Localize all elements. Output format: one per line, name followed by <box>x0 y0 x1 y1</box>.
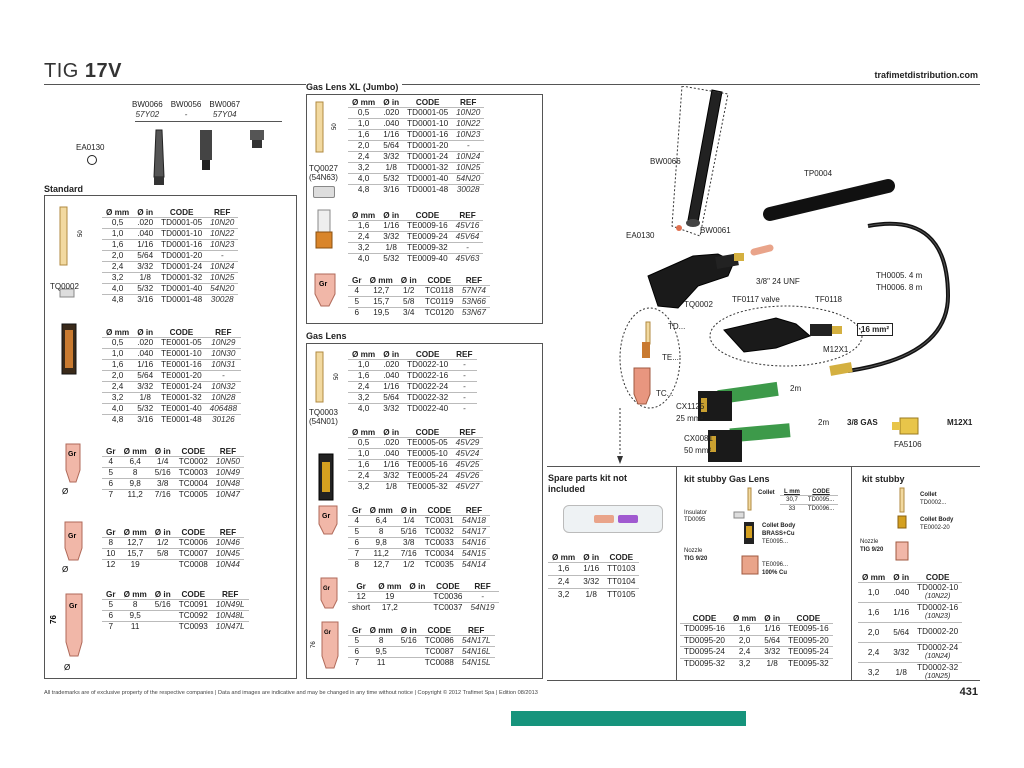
standard-oslash-1: Ø <box>62 487 69 496</box>
kit-collet-table: L mm CODE 30,7 TD0095... 33 TD0096... <box>780 489 838 513</box>
gas38-label: 3/8 GAS <box>847 418 878 427</box>
table-row: 8 12,7 1/2 TC0035 54N14 <box>348 560 490 571</box>
table-row: 2,4 3/32 TE0009-24 45V64 <box>348 232 483 243</box>
table-row: 5 8 5/16 TC0086 54N17L <box>348 636 495 647</box>
gas-lens-xl-nozzle-image <box>312 272 340 312</box>
page-title: TIG 17V <box>44 60 122 82</box>
standard-table-3: Gr Ø mm Ø in CODE REF 4 6,4 1/4 TC0002 10N50 5 8 5/16 TC0003 10N49 6 9,8 3/8 TC0004 10N48 7 11,2 7/16 TC0005 10N47 <box>102 447 244 500</box>
standard-len76: 76 <box>49 615 58 624</box>
table-row: TD0095-24 2,4 3/32 TE0095-24 <box>680 647 833 659</box>
tf0118-label: TF0118 <box>815 295 842 304</box>
th0005-label: TH0005. 4 m <box>876 271 923 280</box>
table-row: 1,0 .040 TE0005-10 45V24 <box>348 449 483 460</box>
mm50-label: 50 mm² <box>684 446 712 455</box>
back-caps-image <box>140 122 290 190</box>
standard-collet-len: 50 <box>78 230 84 237</box>
table-row: 10 15,7 5/8 TC0007 10N45 <box>102 549 244 560</box>
td-label: TD... <box>668 322 686 331</box>
bw0066-label: BW0066 <box>650 157 681 166</box>
kit-collet-label: Collet <box>758 490 775 496</box>
table-row: 3,2 1/8 TE0001-32 10N28 <box>102 393 241 404</box>
standard-table-2: Ø mm Ø in CODE REF 0,5 .020 TE0001-05 10N29 1,0 .040 TE0001-10 10N30 1,6 1/16 TE0001-16 10N31 2,0 5/64 TE0001-20 - 2,4 3/32 TE0001-24 10N32 3,2 1/8 TE0001-32 10N28 4,0 5/32 TE0001-40 406488 4,8 3/16 TE0001-48 30126 <box>102 328 241 425</box>
tq0027-label: TQ0027 (54N63) <box>309 164 338 182</box>
table-row: 1,6 1/16 TD0001-16 10N23 <box>348 130 484 141</box>
table-row: 1,6 1/16 TD0002-16 (10N23) <box>858 603 962 623</box>
table-row: 8 12,7 1/2 TC0006 10N46 <box>102 538 244 549</box>
spare-kit-image <box>563 505 663 533</box>
tf0117-label: TF0117 valve <box>732 295 780 304</box>
table-row: 1,6 1/16 TT0103 <box>548 563 639 576</box>
gas-lens-len76: 76 <box>311 641 317 648</box>
table-row: 4 6,4 1/4 TC0031 54N18 <box>348 516 490 527</box>
th0006-label: TH0006. 8 m <box>876 283 923 292</box>
table-row: 6 9,8 3/8 TC0004 10N48 <box>102 479 244 490</box>
gas-lens-xl-table-3: Gr Ø mm Ø in CODE REF 4 12,7 1/2 TC0118 57N74 5 15,7 5/8 TC0119 53N66 6 19,5 3/4 TC0120 53N67 <box>348 276 490 318</box>
table-row: TD0095-32 3,2 1/8 TE0095-32 <box>680 658 833 670</box>
tq0002-label: TQ0002 <box>50 282 79 291</box>
vdivider-2 <box>851 466 852 680</box>
gas-lens-xl-collet-len: 50 <box>332 123 338 130</box>
gas-lens-body-image <box>314 452 340 506</box>
standard-oslash-2: Ø <box>62 565 69 574</box>
cx1125-label: CX1125 <box>676 402 705 411</box>
table-row: 6 19,5 3/4 TC0120 53N67 <box>348 308 490 319</box>
table-row: TD0095-20 2,0 5/64 TE0095-20 <box>680 635 833 647</box>
table-row: 1,0 .040 TD0002-10 (10N22) <box>858 583 962 603</box>
lower-divider <box>547 466 980 467</box>
gas-lens-gr-label-2: Gr <box>323 586 331 592</box>
table-row: 3,2 5/64 TD0022-32 - <box>348 393 477 404</box>
bw0061-label: BW0061 <box>700 226 731 235</box>
table-row: 2,4 3/32 TD0002-24 (10N24) <box>858 643 962 663</box>
gas-lens-label: Gas Lens <box>306 331 347 341</box>
gas-lens-collet-len: 50 <box>334 373 340 380</box>
table-row: 2,4 3/32 TE0005-24 45V26 <box>348 471 483 482</box>
table-row: 4,0 3/32 TD0022-40 - <box>348 404 477 415</box>
table-row: 5 15,7 5/8 TC0119 53N66 <box>348 297 490 308</box>
table-row: 4 12,7 1/2 TC0118 57N74 <box>348 286 490 297</box>
table-row: 12 19 TC0036 - <box>348 592 499 603</box>
gas-lens-long-nozzle-image <box>308 618 346 674</box>
table-row: 7 11,2 7/16 TC0005 10N47 <box>102 490 244 501</box>
table-row: 2,4 3/32 TE0001-24 10N32 <box>102 382 241 393</box>
table-row: 1,6 1/16 TE0001-16 10N31 <box>102 360 241 371</box>
tp0004-label: TP0004 <box>804 169 833 178</box>
tq0003-label: TQ0003 (54N01) <box>309 408 338 426</box>
gas-lens-xl-gr-label: Gr <box>319 281 328 288</box>
table-row: 33 TD0096... <box>780 505 838 514</box>
table-row: 3,2 1/8 TD0001-32 10N25 <box>102 273 238 284</box>
table-row: 1,6 1/16 TE0009-16 45V16 <box>348 221 483 232</box>
table-row: 4,0 5/32 TD0001-40 54N20 <box>102 284 238 295</box>
table-row: 5 8 5/16 TC0032 54N17 <box>348 527 490 538</box>
table-row: 4,8 3/16 TE0001-48 30126 <box>102 415 241 426</box>
table-row: 30,7 TD0095... <box>780 496 838 505</box>
standard-table-5: Gr Ø mm Ø in CODE REF 5 8 5/16 TC0091 10N49L 6 9,5 TC0092 10N48L 7 11 TC0093 10N47L <box>102 590 249 632</box>
table-row: 6 9,5 TC0087 54N16L <box>348 647 495 658</box>
stubby-collet-body-label: Collet Body TE0002-20 <box>920 517 954 531</box>
gas-lens-nozzle-2-image <box>318 576 340 610</box>
tc-label: TC... <box>656 389 674 398</box>
vdivider-1 <box>676 466 677 680</box>
mm16-label: 16 mm² <box>857 323 893 336</box>
gas-lens-table-4: Gr Ø mm Ø in CODE REF 12 19 TC0036 - short 17,2 TC0037 54N19 <box>348 582 499 613</box>
gas-lens-collet-image <box>308 350 344 410</box>
kit-collet-body-label: Collet Body BRASS+Cu TE0095... <box>762 523 796 545</box>
standard-gr-label-3: Gr <box>69 603 78 610</box>
footer-text: All trademarks are of exclusive property of the respective companies | Data and images are indicative and may be changed in any time without notice | Copyright © 2012 Trafimet Spa | Edition 08/2013 <box>44 690 538 696</box>
kit-te0096-label: TE0096... 100% Cu <box>762 562 789 576</box>
table-row: 4,0 5/32 TE0001-40 406488 <box>102 404 241 415</box>
te-label: TE... <box>662 353 679 362</box>
tq0002-diagram-label: TQ0002 <box>684 300 713 309</box>
table-row: 4,0 5/32 TD0001-40 54N20 <box>348 174 484 185</box>
fa5106-label: FA5106 <box>894 440 922 449</box>
spare-title: Spare parts kit not included <box>548 473 628 494</box>
m2a-label: 2m <box>790 384 802 393</box>
table-row: 1,6 1/16 TD0001-16 10N23 <box>102 240 238 251</box>
table-row: 7 11 TC0088 54N15L <box>348 658 495 669</box>
gas-lens-table-5: Gr Ø mm Ø in CODE REF 5 8 5/16 TC0086 54N17L 6 9,5 TC0087 54N16L 7 11 TC0088 54N15L <box>348 626 495 668</box>
table-row: 0,5 .020 TD0001-05 10N20 <box>102 218 238 229</box>
green-tab-bar <box>511 711 746 726</box>
table-row: 4,8 3/16 TD0001-48 30028 <box>348 185 484 196</box>
ea0130-diagram-label: EA0130 <box>626 231 655 240</box>
cx0081-label: CX0081 <box>684 434 713 443</box>
table-row: 2,0 5/64 TD0001-20 - <box>102 251 238 262</box>
standard-table-1: Ø mm Ø in CODE REF 0,5 .020 TD0001-05 10N20 1,0 .040 TD0001-10 10N22 1,6 1/16 TD0001-16 10N23 2,0 5/64 TD0001-20 - 2,4 3/32 TD0001-24 10N24 3,2 1/8 TD0001-32 10N25 4,0 5/32 TD0001-40 54N20 4,8 3/16 TD0001-48 30028 <box>102 208 238 305</box>
table-row: 4,0 5/32 TE0009-40 45V63 <box>348 254 483 265</box>
table-row: 4 6,4 1/4 TC0002 10N50 <box>102 457 244 468</box>
table-row: 1,0 .040 TD0001-10 10N22 <box>102 229 238 240</box>
table-row: 2,4 3/32 TD0001-24 10N24 <box>348 152 484 163</box>
table-row: 2,0 5/64 TE0001-20 - <box>102 371 241 382</box>
table-row: 1,0 .040 TD0001-10 10N22 <box>348 119 484 130</box>
gas-lens-xl-label: Gas Lens XL (Jumbo) <box>306 82 402 92</box>
top-caps-table: BW0066 BW0056 BW0067 57Y02 - 57Y04 <box>132 100 241 120</box>
table-row: 6 9,8 3/8 TC0033 54N16 <box>348 538 490 549</box>
page-number: 431 <box>959 686 978 698</box>
gas-lens-nozzle-1-image <box>316 504 342 544</box>
o-ring-icon <box>87 155 97 165</box>
table-row: 0,5 .020 TE0005-05 45V29 <box>348 438 483 449</box>
table-row: 6 9,5 TC0092 10N48L <box>102 611 249 622</box>
table-row: 3,2 1/8 TT0105 <box>548 589 639 602</box>
standard-collet-body-image <box>58 322 82 378</box>
site-url[interactable]: trafimetdistribution.com <box>874 70 978 80</box>
kit-stubby-gas-lens-title: kit stubby Gas Lens <box>684 474 770 484</box>
table-row: 2,4 3/32 TD0001-24 10N24 <box>102 262 238 273</box>
table-row: 7 11,2 7/16 TC0034 54N15 <box>348 549 490 560</box>
gas-lens-xl-insulator-image <box>313 186 335 198</box>
table-row: 2,4 1/16 TD0022-24 - <box>348 382 477 393</box>
table-row: 7 11 TC0093 10N47L <box>102 622 249 633</box>
m12x1b-label: M12X1 <box>947 418 973 427</box>
kit-stubby-parts-image <box>892 486 916 566</box>
gas-lens-table-1: Ø mm Ø in CODE REF 1,0 .020 TD0022-10 - 1,6 .040 TD0022-16 - 2,4 1/16 TD0022-24 - 3,2 5/64 TD0022-32 - 4,0 3/32 TD0022-40 - <box>348 350 477 414</box>
gas-lens-table-2: Ø mm Ø in CODE REF 0,5 .020 TE0005-05 45V29 1,0 .040 TE0005-10 45V24 1,6 1/16 TE0005-16 45V25 2,4 3/32 TE0005-24 45V26 3,2 1/8 TE0005-32 45V27 <box>348 428 483 492</box>
top-divider <box>44 84 980 85</box>
standard-oslash-3: Ø <box>64 663 71 672</box>
insulator-label: Insulator TD0095 <box>684 510 708 523</box>
gas-lens-xl-body-image <box>312 208 340 258</box>
table-row: 12 19 TC0008 10N44 <box>102 560 244 571</box>
standard-long-nozzle-image <box>48 590 92 674</box>
table-row: 0,5 .020 TD0001-05 10N20 <box>348 108 484 119</box>
gas-lens-table-3: Gr Ø mm Ø in CODE REF 4 6,4 1/4 TC0031 54N18 5 8 5/16 TC0032 54N17 6 9,8 3/8 TC0033 54N16 7 11,2 7/16 TC0034 54N15 8 12,7 1/2 TC0035 54N14 <box>348 506 490 570</box>
kit-stubby-table: Ø mm Ø in CODE 1,0 .040 TD0002-10 (10N22) 1,6 1/16 TD0002-16 (10N23) 2,0 5/64 TD0002-20 2,4 3/32 TD0002-24 (10N24) 3,2 1/8 TD0002-32 (10N25) <box>858 573 962 683</box>
kit-stubby-gl-table: CODE Ø mm Ø in CODE TD0095-16 1,6 1/16 TE0095-16 TD0095-20 2,0 5/64 TE0095-20 TD0095-24 2,4 3/32 TE0095-24 TD0095-32 3,2 1/8 TE0095-32 <box>680 614 833 670</box>
m2b-label: 2m <box>818 418 830 427</box>
table-row: 1,6 .040 TD0022-16 - <box>348 371 477 382</box>
stubby-nozzle-label: Nozzle TIG 9/20 <box>860 539 884 553</box>
mm25-label: 25 mm² <box>676 414 704 423</box>
table-row: TD0095-16 1,6 1/16 TE0095-16 <box>680 624 833 636</box>
standard-nozzle-1-image <box>60 440 90 496</box>
unf-label: 3/8" 24 UNF <box>756 277 800 286</box>
m12x1-label: M12X1 <box>823 345 849 354</box>
gas-lens-xl-table-1: Ø mm Ø in CODE REF 0,5 .020 TD0001-05 10N20 1,0 .040 TD0001-10 10N22 1,6 1/16 TD0001-16 10N23 2,0 5/64 TD0001-20 - 2,4 3/32 TD0001-24 10N24 3,2 1/8 TD0001-32 10N25 4,0 5/32 TD0001-40 54N20 4,8 3/16 TD0001-48 30028 <box>348 98 484 195</box>
table-row: 1,0 .040 TE0001-10 10N30 <box>102 349 241 360</box>
bottom-divider-right <box>547 680 980 681</box>
table-row: 2,0 5/64 TD0002-20 <box>858 623 962 643</box>
standard-table-4: Gr Ø mm Ø in CODE REF 8 12,7 1/2 TC0006 10N46 10 15,7 5/8 TC0007 10N45 12 19 TC0008 10N44 <box>102 528 244 570</box>
table-row: 2,0 5/64 TD0001-20 - <box>348 141 484 152</box>
kit-stubby-gl-parts-image <box>730 484 760 584</box>
table-row: 3,2 1/8 TE0009-32 - <box>348 243 483 254</box>
table-row: 3,2 1/8 TD0002-32 (10N25) <box>858 663 962 683</box>
spare-table: Ø mm Ø in CODE 1,6 1/16 TT0103 2,4 3/32 TT0104 3,2 1/8 TT0105 <box>548 553 639 602</box>
table-row: 5 8 5/16 TC0091 10N49L <box>102 600 249 611</box>
table-row: 1,0 .020 TD0022-10 - <box>348 360 477 371</box>
table-row: 3,2 1/8 TE0005-32 45V27 <box>348 482 483 493</box>
table-row: 3,2 1/8 TD0001-32 10N25 <box>348 163 484 174</box>
table-row: 2,4 3/32 TT0104 <box>548 576 639 589</box>
table-row: short 17,2 TC0037 54N19 <box>348 603 499 614</box>
table-row: 5 8 5/16 TC0003 10N49 <box>102 468 244 479</box>
standard-label: Standard <box>44 184 84 194</box>
standard-nozzle-2-image <box>60 518 90 574</box>
gas-lens-gr-label-1: Gr <box>322 513 331 520</box>
gas-lens-xl-table-2: Ø mm Ø in CODE REF 1,6 1/16 TE0009-16 45V16 2,4 3/32 TE0009-24 45V64 3,2 1/8 TE0009-32 - 4,0 5/32 TE0009-40 45V63 <box>348 211 483 264</box>
table-row: 0,5 .020 TE0001-05 10N29 <box>102 338 241 349</box>
table-row: 4,8 3/16 TD0001-48 30028 <box>102 295 238 306</box>
kit-stubby-title: kit stubby <box>862 474 905 484</box>
standard-gr-label-1: Gr <box>68 451 77 458</box>
standard-gr-label-2: Gr <box>68 533 77 540</box>
kit-nozzle-label: Nozzle TIG 9/20 <box>684 548 708 562</box>
ea0130-label: EA0130 <box>76 143 105 152</box>
gas-lens-gr-label-3: Gr <box>324 630 332 636</box>
stubby-collet-label: Collet TD0002... <box>920 492 947 506</box>
table-row: 1,6 1/16 TE0005-16 45V25 <box>348 460 483 471</box>
